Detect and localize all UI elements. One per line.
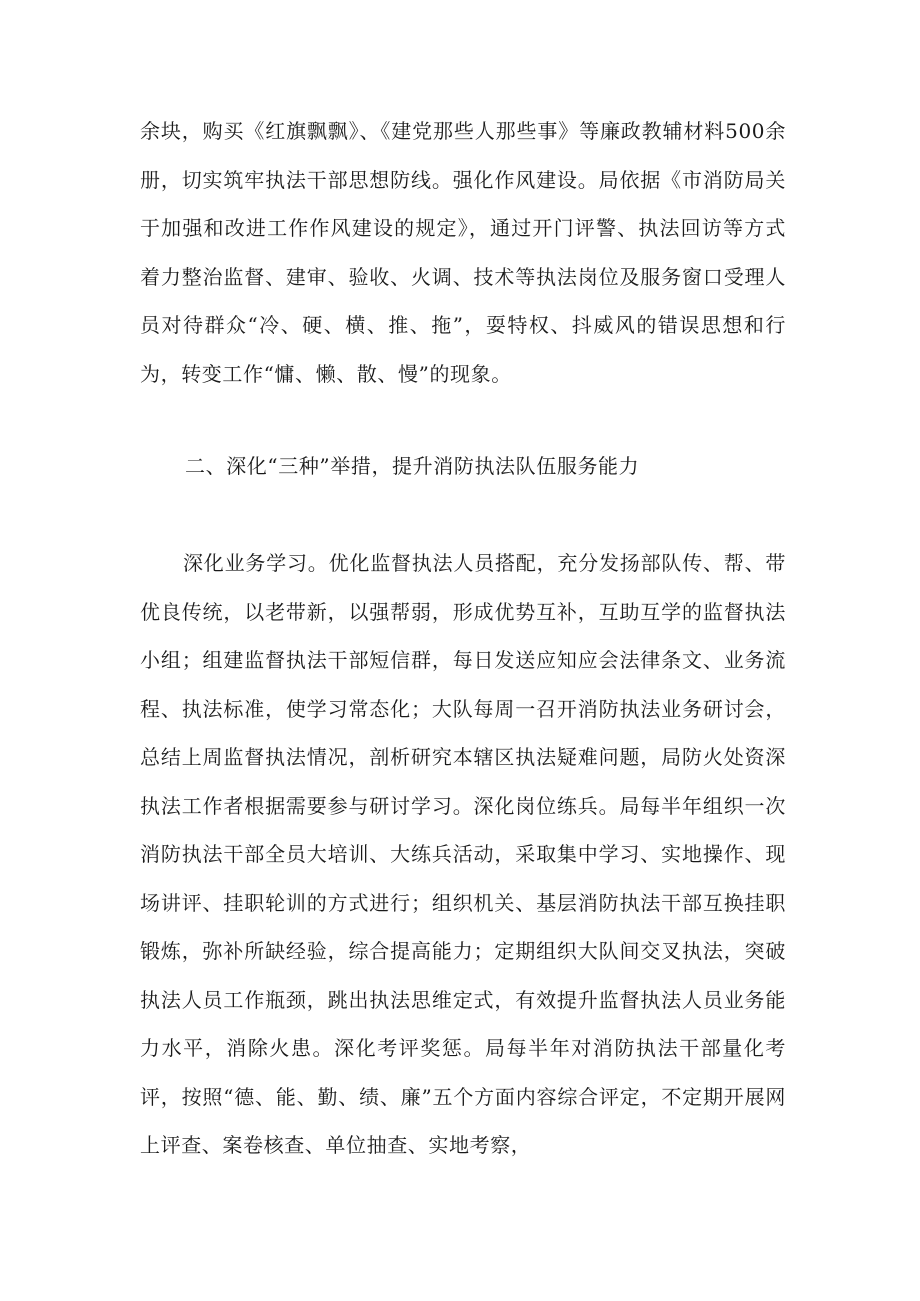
body-paragraph-2: 深化业务学习。优化监督执法人员搭配，充分发扬部队传、帮、带优良传统，以老带新，以强帮弱，形成优势互补，互助互学的监督执法小组；组建监督执法干部短信群，每日发送应知应会法律条文、业务流程、执法标准，使学习常态化；大队每周一召开消防执法业务研讨会，总结上周监督执法情况，剖析研究本辖区执法疑难问题，局防火处资深执法工作者根据需要参与研讨学习。深化岗位练兵。局每半年组织一次消防执法干部全员大培训、大练兵活动，采取集中学习、实地操作、现场讲评、挂职轮训的方式进行；组织机关、基层消防执法干部互换挂职锻炼，弥补所缺经验，综合提高能力；定期组织大队间交叉执法，突破执法人员工作瓶颈，跳出执法思维定式，有效提升监督执法人员业务能力水平，消除火患。深化考评奖惩。局每半年对消防执法干部量化考评，按照“德、能、勤、绩、廉”五个方面内容综合评定，不定期开展网上评查、案卷核查、单位抽查、实地考察， [140,551,786,1157]
section-heading: 二、深化“三种”举措，提升消防执法队伍服务能力 [185,454,640,478]
body-paragraph-1: 余块，购买《红旗飘飘》、《建党那些人那些事》等廉政教辅材料500余册，切实筑牢执法干部思想防线。强化作风建设。局依据《市消防局关于加强和改进工作作风建设的规定》，通过开门评警、执法回访等方式着力整治监督、建审、验收、火调、技术等执法岗位及服务窗口受理人员对待群众“冷、硬、横、推、拖”，耍特权、抖威风的错误思想和行为，转变工作“慵、懒、散、慢”的现象。 [140,119,786,386]
